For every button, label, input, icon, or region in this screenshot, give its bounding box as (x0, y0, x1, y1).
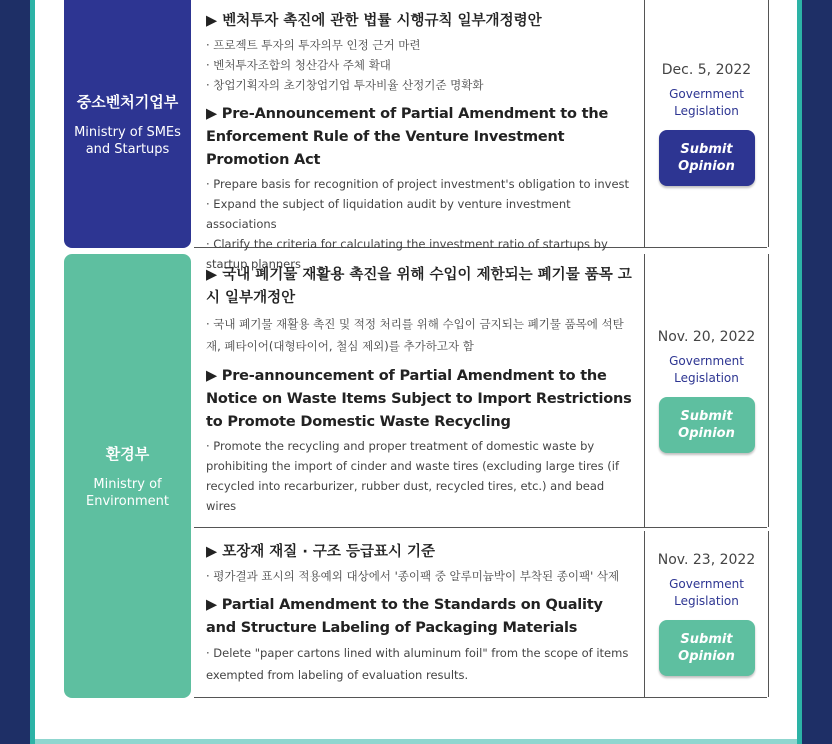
ministry-name-en: Ministry of SMEs and Startups (74, 124, 181, 157)
item-bullets-en (206, 436, 632, 516)
item-title-en: ▶ Pre-announcement of Partial Amendment to the Notice on Waste Items Subject to Import Restrictions to Promote Domestic Waste Recycling (206, 368, 632, 430)
item-title-en: ▶ Partial Amendment to the Standards on Quality and Structure Labeling of Packaging Materials (206, 597, 603, 636)
ministry-environment-label (64, 254, 191, 698)
ministry-name-ko: 중소벤처기업부 (76, 92, 179, 111)
bullet-en: · Expand the subject of liquidation audit by venture investment associations (206, 197, 571, 231)
item-type: Government Legislation (669, 577, 744, 608)
item-title-ko: ▶ 국내 폐기물 재활용 촉진을 위해 수입이 제한되는 폐기물 품목 고시 일부개정안 (206, 267, 632, 306)
submit-opinion-button[interactable]: Submit Opinion (659, 397, 755, 453)
item-content (206, 10, 632, 274)
item-side-panel (644, 531, 769, 697)
bullet-ko: · 창업기획자의 초기창업기업 투자비율 산정기준 명확화 (206, 78, 484, 92)
item-type: Government Legislation (669, 86, 744, 118)
bullet-en: · Prepare basis for recognition of project investment's obligation to invest (206, 177, 630, 191)
submit-opinion-button[interactable]: Submit Opinion (659, 130, 755, 186)
bullet-ko: · 벤처투자조합의 청산감사 주체 확대 (206, 58, 391, 72)
item-title-en: ▶ Pre-Announcement of Partial Amendment to the Enforcement Rule of the Venture Investment Promotion Act (206, 106, 609, 168)
item-title-ko: ▶ 벤처투자 촉진에 관한 법률 시행규칙 일부개정령안 (206, 13, 542, 29)
item-content (206, 541, 632, 686)
bullet-en: · Delete "paper cartons lined with aluminum foil" from the scope of items exempted from labeling of evaluation results. (206, 646, 629, 682)
item-date: Nov. 23, 2022 (657, 552, 756, 568)
item-date: Nov. 20, 2022 (657, 328, 756, 345)
footer-strip (35, 739, 797, 744)
bullet-en: · Clarify the criteria for calculating the investment ratio of startups by startup planners (206, 237, 608, 271)
ministry-name-en: Ministry of Environment (85, 476, 169, 509)
item-bullets-ko (206, 313, 632, 357)
item-bullets-en (206, 642, 632, 686)
bullet-ko: · 평가결과 표시의 적용예외 대상에서 '종이팩 중 알루미늄박이 부착된 종이팩' 삭제 (206, 569, 620, 583)
submit-opinion-button[interactable]: Submit Opinion (659, 620, 755, 676)
item-content (206, 264, 632, 516)
item-bullets-ko (206, 35, 632, 95)
item-type: Government Legislation (669, 353, 744, 385)
ministry-smes-label (64, 0, 191, 248)
item-side-panel (644, 254, 769, 527)
legislation-item (194, 254, 767, 528)
item-date: Dec. 5, 2022 (661, 61, 752, 78)
ministry-name-ko: 환경부 (105, 444, 150, 463)
bullet-ko: · 프로젝트 투자의 투자의무 인정 근거 마련 (206, 38, 421, 52)
item-bullets-ko (206, 566, 632, 586)
item-title-ko: ▶ 포장재 재질 · 구조 등급표시 기준 (206, 544, 436, 560)
item-side-panel (644, 0, 769, 247)
content-sheet (35, 0, 797, 739)
page-frame (30, 0, 802, 744)
bullet-ko: · 국내 폐기물 재활용 촉진 및 적정 처리를 위해 수입이 금지되는 폐기물 품목에 석탄재, 폐타이어(대형타이어, 철심 제외)를 추가하고자 함 (206, 317, 624, 353)
legislation-item (194, 531, 767, 698)
legislation-item (194, 0, 767, 271)
bullet-en: · Promote the recycling and proper treatment of domestic waste by prohibiting the import of cinder and waste tires (excluding large tires (if recycled into recarburizer, rubber dust, recycled tires, etc.) and bead wires (206, 439, 620, 513)
